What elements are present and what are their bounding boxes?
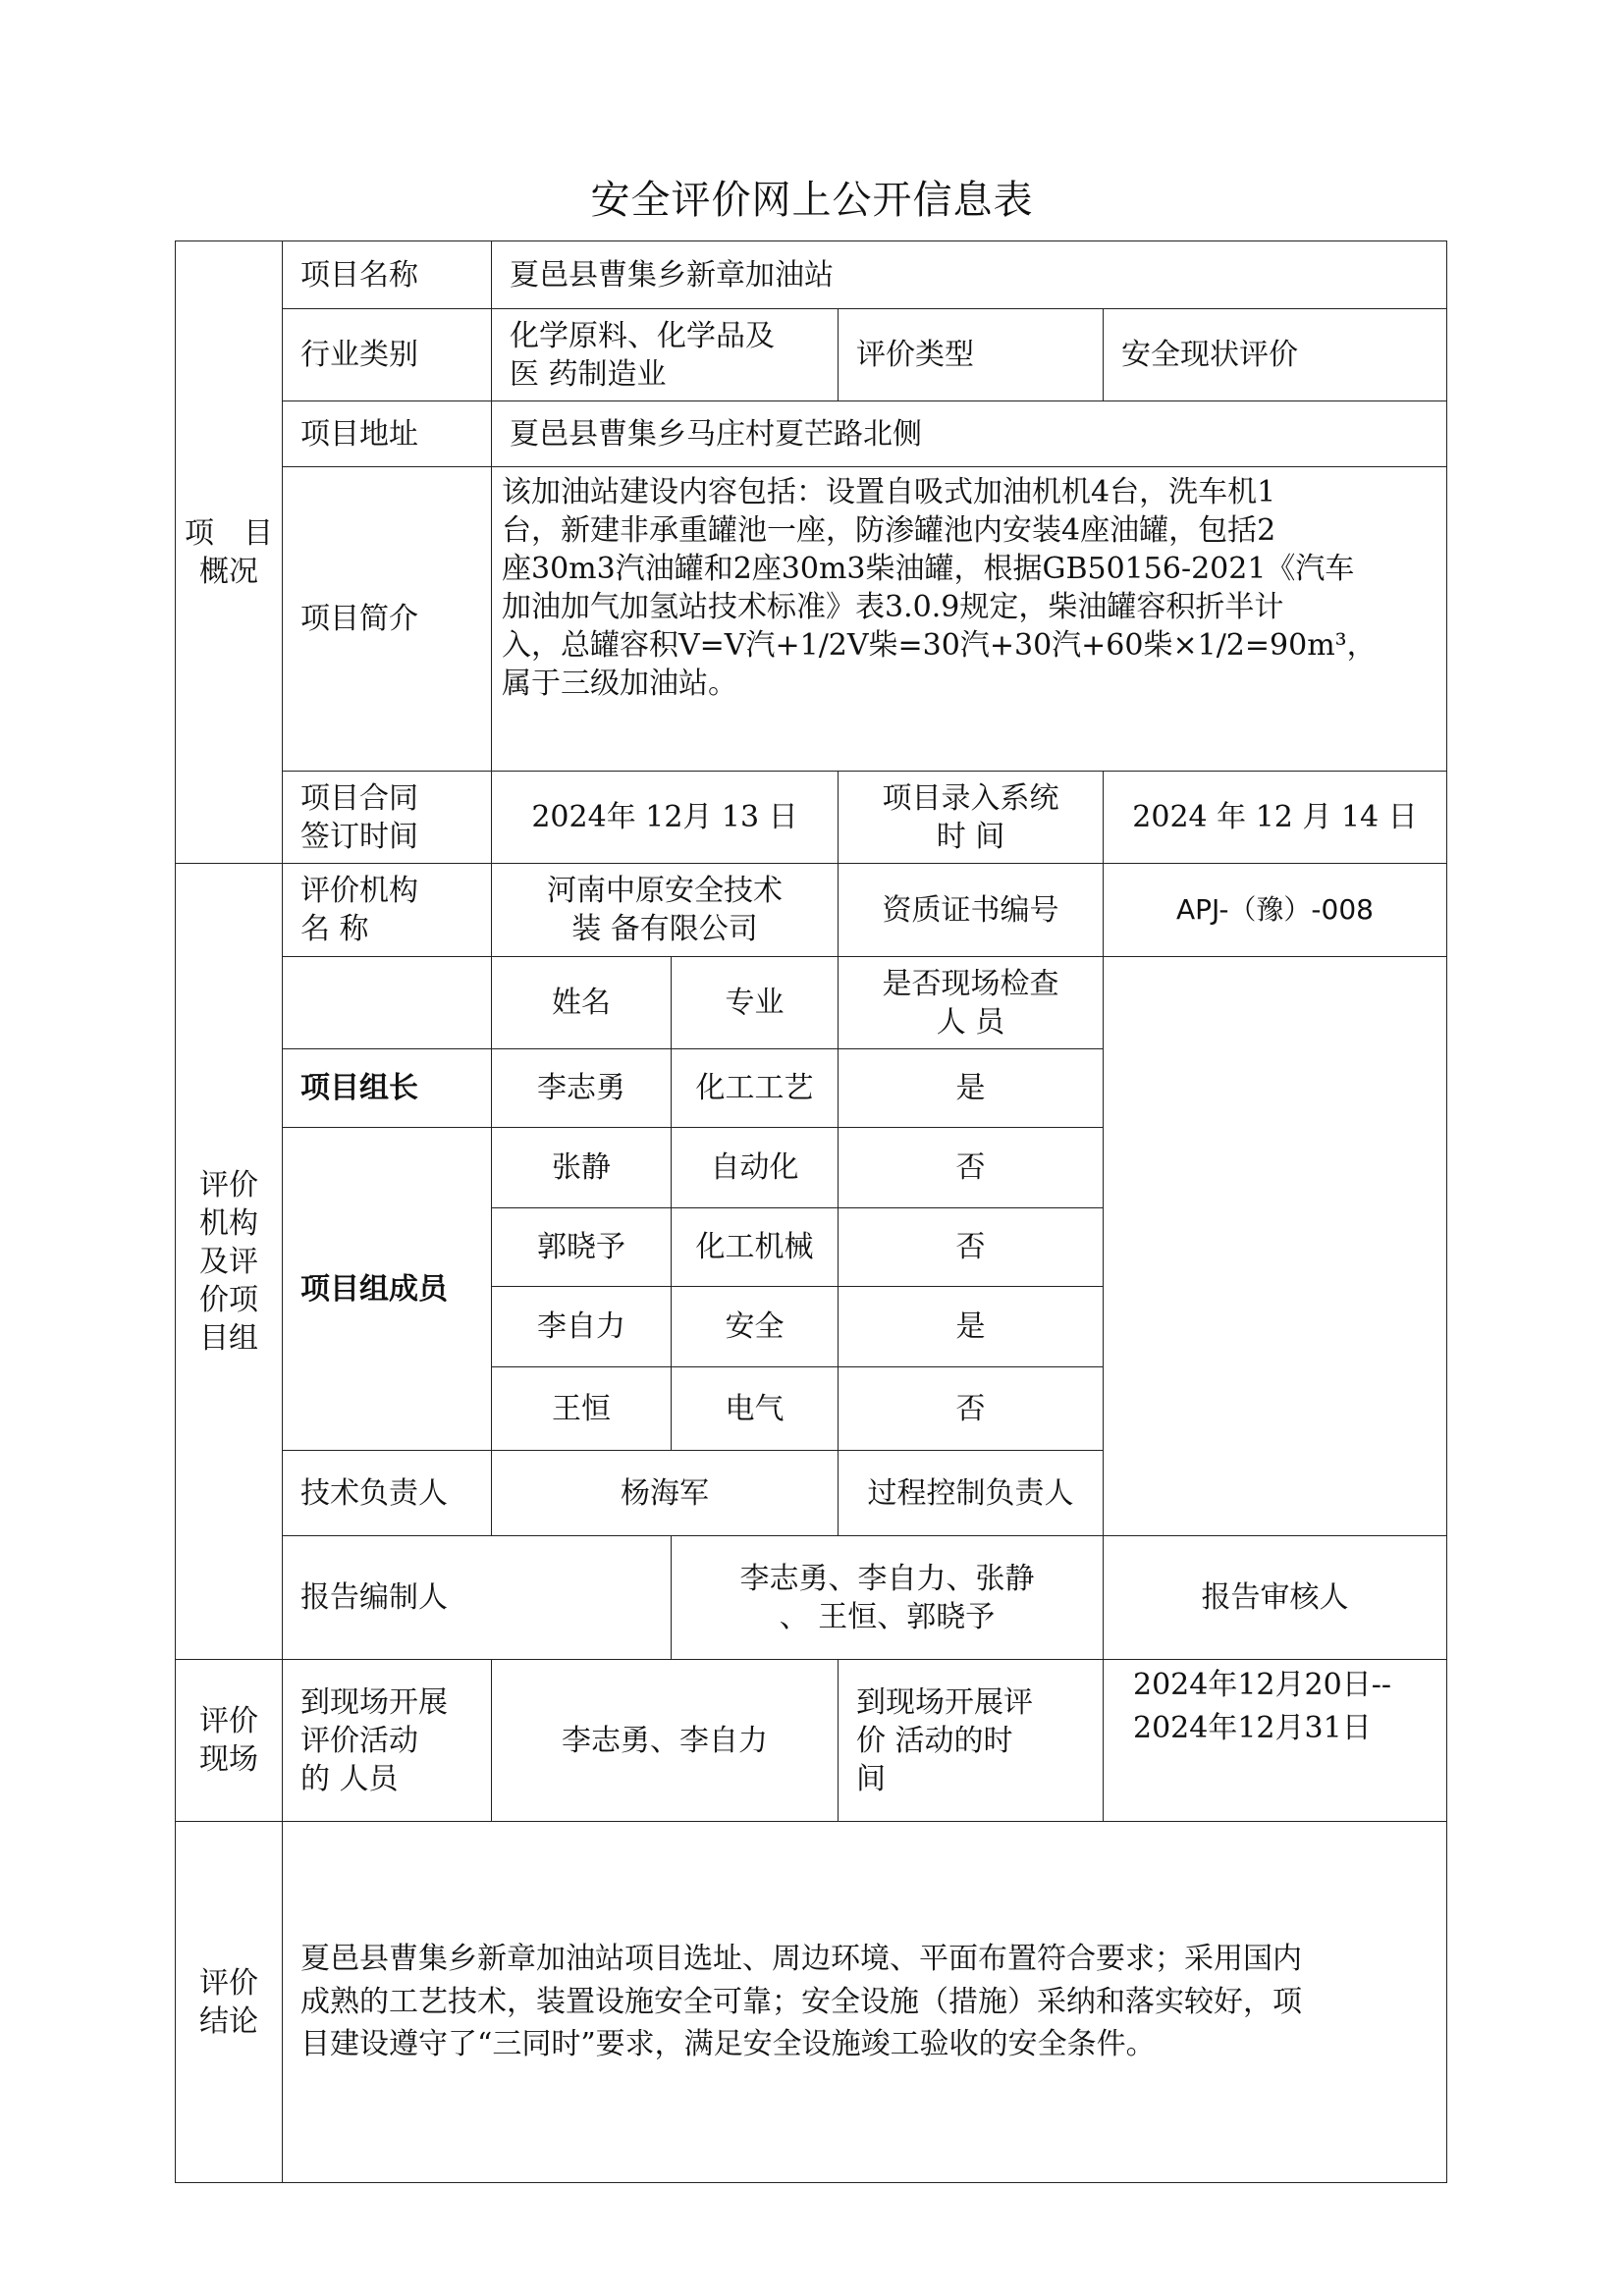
address-value: 夏邑县曹集乡马庄村夏芒路北侧 — [492, 401, 1447, 467]
compilers: 李志勇、李自力、张静 、 王恒、郭晓予 — [672, 1536, 1104, 1660]
site-people: 李志勇、李自力 — [492, 1660, 839, 1822]
overview-section-label: 项 目 概况 — [176, 241, 283, 864]
col-header-major: 专业 — [672, 957, 839, 1049]
agency-name-label: 评价机构 名 称 — [283, 864, 492, 957]
member-onsite: 否 — [839, 1208, 1104, 1287]
industry-label: 行业类别 — [283, 309, 492, 401]
entry-date: 2024 年 12 月 14 日 — [1104, 772, 1447, 864]
leader-label: 项目组长 — [283, 1049, 492, 1128]
member-major: 化工机械 — [672, 1208, 839, 1287]
member-major: 化工工艺 — [672, 1049, 839, 1128]
agency-section-label: 评价 机构 及评 价项 目组 — [176, 864, 283, 1660]
member-name: 郭晓予 — [492, 1208, 672, 1287]
site-time-label: 到现场开展评 价 活动的时 间 — [839, 1660, 1104, 1822]
conclusion-text — [283, 1822, 1447, 2183]
contract-time-label: 项目合同 签订时间 — [283, 772, 492, 864]
member-onsite: 是 — [839, 1049, 1104, 1128]
eval-type-value: 安全现状评价 — [1104, 309, 1447, 401]
member-major: 安全 — [672, 1287, 839, 1367]
summary-line: 入，总罐容积V=V汽+1/2V柴=30汽+30汽+60柴×1/2=90m³， — [502, 628, 1377, 663]
conclusion-section-label: 评价 结论 — [176, 1822, 283, 2183]
member-onsite: 是 — [839, 1287, 1104, 1367]
entry-time-label: 项目录入系统 时 间 — [839, 772, 1104, 864]
contract-date: 2024年 12月 13 日 — [492, 772, 839, 864]
info-table — [175, 240, 1447, 2183]
site-people-label: 到现场开展 评价活动 的 人员 — [283, 1660, 492, 1822]
compiler-label: 报告编制人 — [283, 1536, 672, 1660]
members-label: 项目组成员 — [283, 1128, 492, 1451]
summary-line: 座30m3汽油罐和2座30m3柴油罐，根据GB50156-2021《汽车 — [502, 552, 1355, 586]
industry-value: 化学原料、化学品及 医 药制造业 — [492, 309, 839, 401]
member-name: 李自力 — [492, 1287, 672, 1367]
agency-name: 河南中原安全技术 装 备有限公司 — [492, 864, 839, 957]
site-section-label: 评价 现场 — [176, 1660, 283, 1822]
eval-type-label: 评价类型 — [839, 309, 1104, 401]
summary-line: 属于三级加油站。 — [502, 667, 737, 701]
cert-no: APJ-（豫）-008 — [1104, 864, 1447, 957]
summary-text — [492, 467, 1447, 772]
conclusion-line: 夏邑县曹集乡新章加油站项目选址、周边环境、平面布置符合要求；采用国内 — [300, 1942, 1302, 1977]
conclusion-line: 成熟的工艺技术，装置设施安全可靠；安全设施（措施）采纳和落实较好，项 — [300, 1984, 1302, 2019]
col-header-onsite: 是否现场检查 人 员 — [839, 957, 1104, 1049]
member-onsite: 否 — [839, 1367, 1104, 1451]
project-name-label: 项目名称 — [283, 241, 492, 309]
cert-no-label: 资质证书编号 — [839, 864, 1104, 957]
conclusion-line: 目建设遵守了“三同时”要求，满足安全设施竣工验收的安全条件。 — [300, 2027, 1156, 2062]
process-lead-label: 过程控制负责人 — [839, 1451, 1104, 1536]
site-time: 2024年12月20日-- 2024年12月31日 — [1104, 1660, 1447, 1822]
summary-line: 加油加气加氢站技术标准》表3.0.9规定，柴油罐容积折半计 — [502, 590, 1284, 624]
member-name: 李志勇 — [492, 1049, 672, 1128]
member-name: 张静 — [492, 1128, 672, 1208]
page-title: 安全评价网上公开信息表 — [590, 178, 1034, 223]
reviewer-label: 报告审核人 — [1104, 1536, 1447, 1660]
summary-line: 台，新建非承重罐池一座，防渗罐池内安装4座油罐，包括2 — [502, 513, 1276, 548]
address-label: 项目地址 — [283, 401, 492, 467]
member-major: 电气 — [672, 1367, 839, 1451]
blank-side-cell — [1104, 957, 1447, 1536]
summary-label: 项目简介 — [283, 467, 492, 772]
summary-line: 该加油站建设内容包括：设置自吸式加油机机4台，洗车机1 — [502, 475, 1276, 509]
member-name: 王恒 — [492, 1367, 672, 1451]
tech-lead-label: 技术负责人 — [283, 1451, 492, 1536]
member-onsite: 否 — [839, 1128, 1104, 1208]
project-name: 夏邑县曹集乡新章加油站 — [492, 241, 1447, 309]
col-header-name: 姓名 — [492, 957, 672, 1049]
blank-header-cell — [283, 957, 492, 1049]
member-major: 自动化 — [672, 1128, 839, 1208]
tech-lead: 杨海军 — [492, 1451, 839, 1536]
